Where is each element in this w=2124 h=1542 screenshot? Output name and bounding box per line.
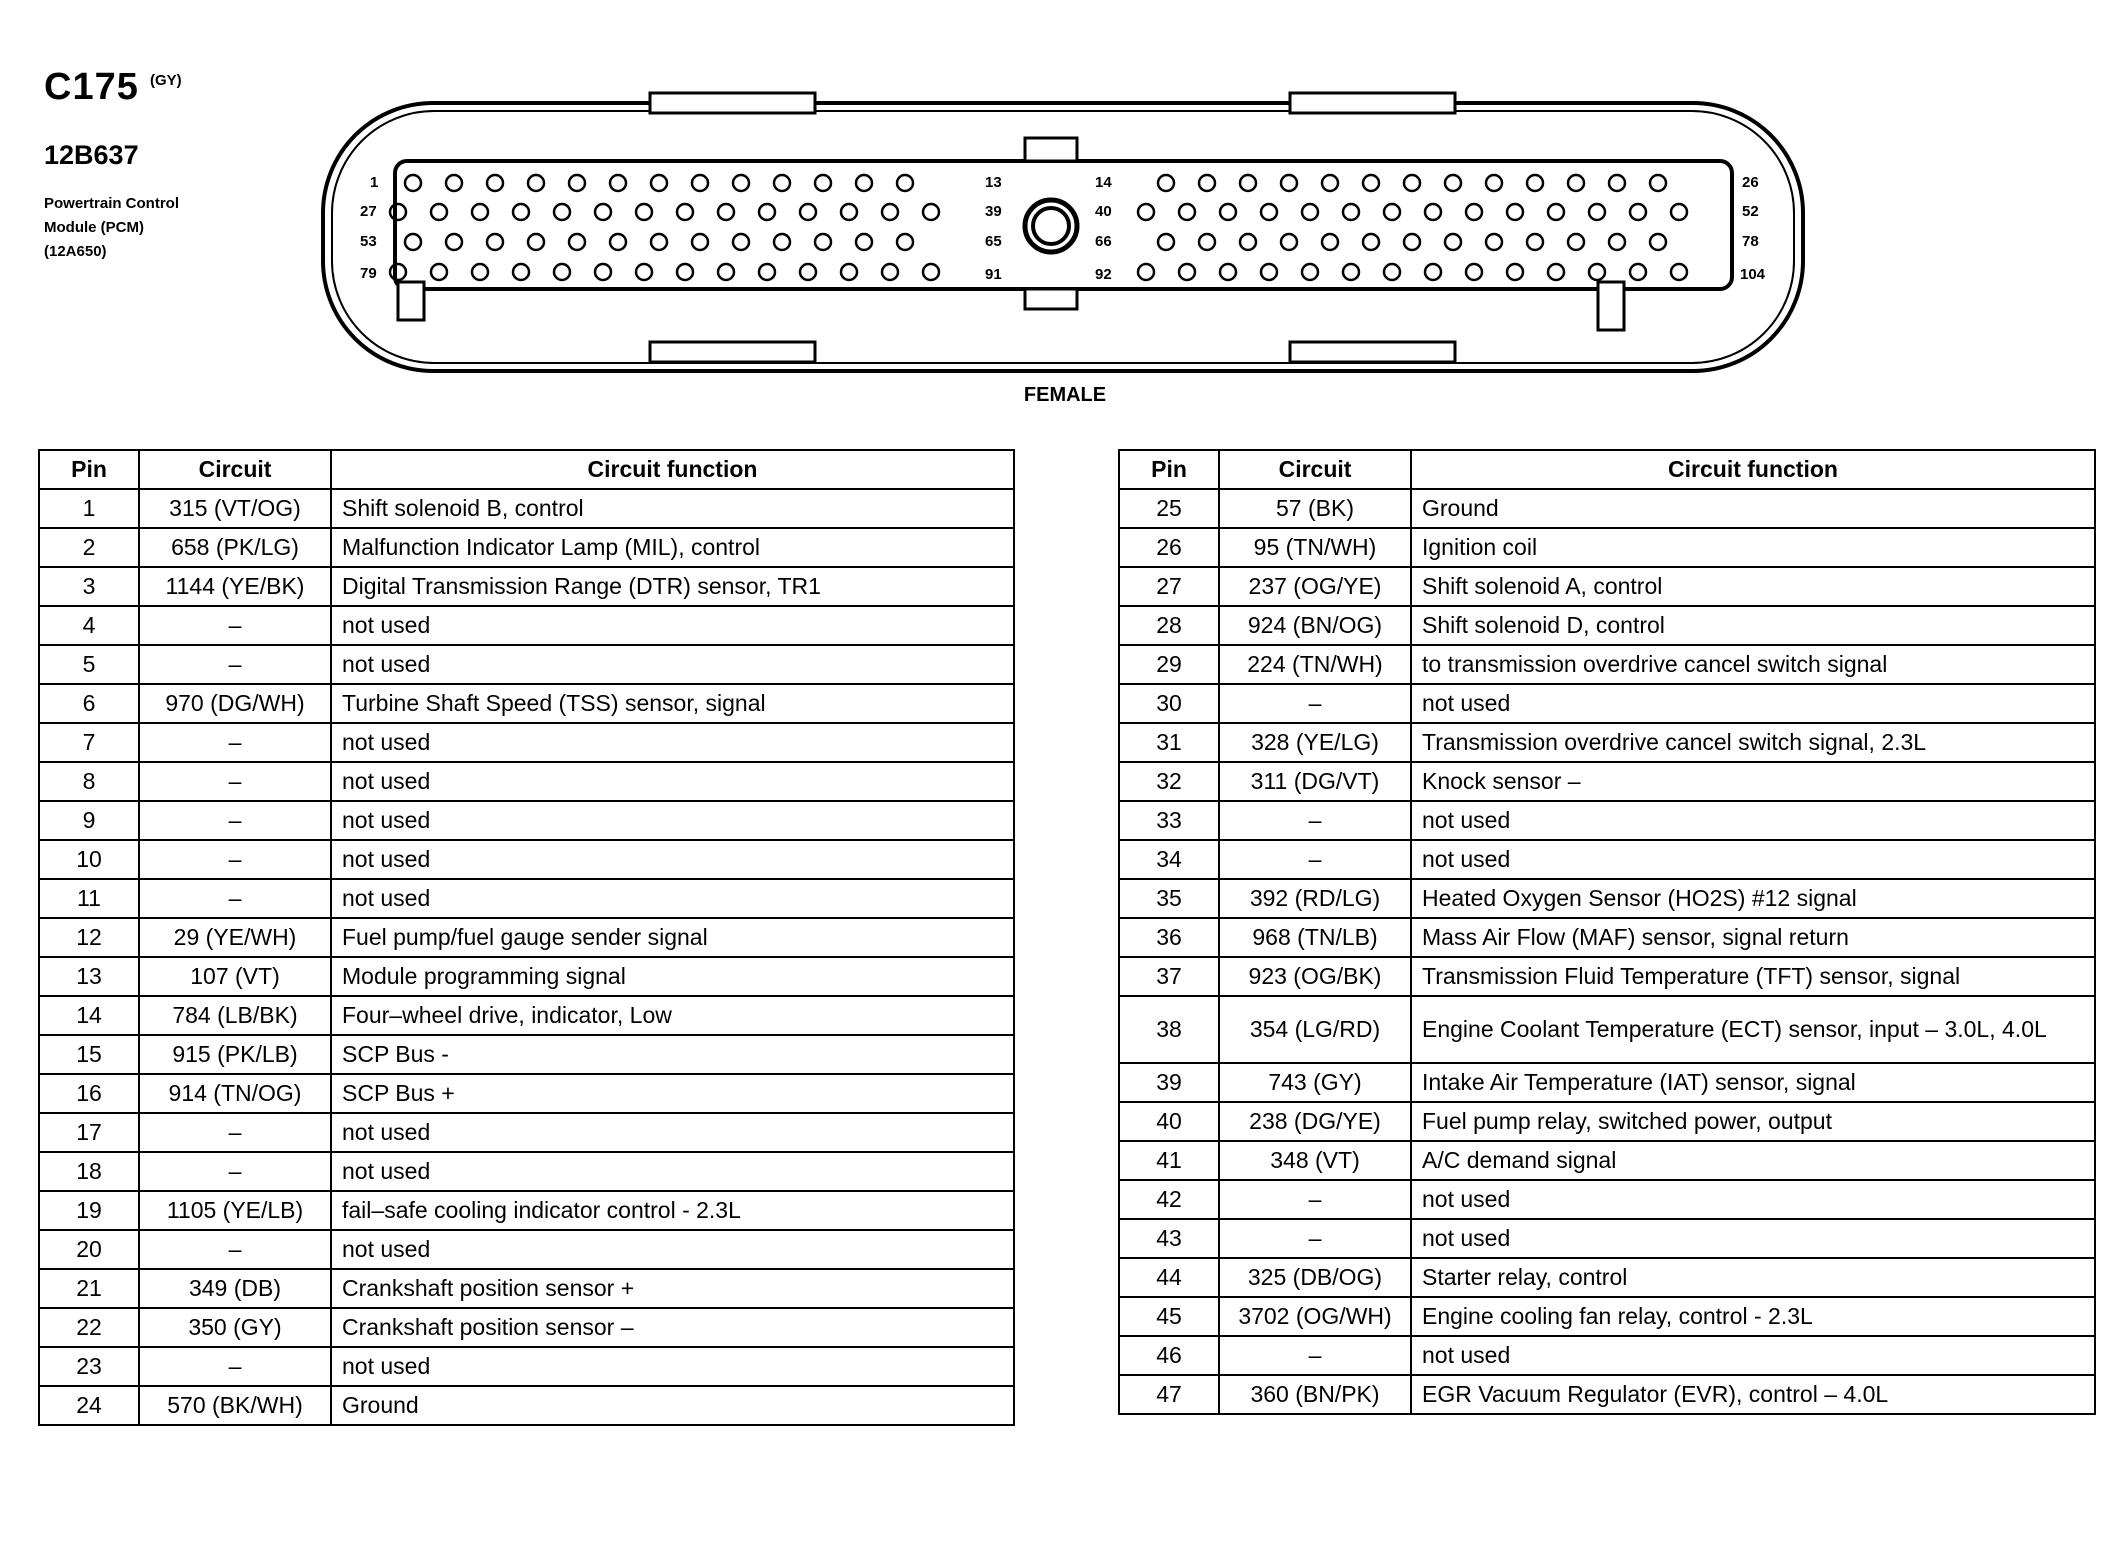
table-row	[39, 879, 1014, 918]
pin-cell: 39	[1119, 1063, 1219, 1102]
table-row	[39, 489, 1014, 528]
table-row	[39, 996, 1014, 1035]
circuit-cell: 360 (BN/PK)	[1219, 1375, 1411, 1414]
pin-cell: 43	[1119, 1219, 1219, 1258]
table-row	[39, 1230, 1014, 1269]
table-row	[39, 1191, 1014, 1230]
connector-color: (GY)	[150, 72, 182, 89]
function-cell: Four–wheel drive, indicator, Low	[331, 996, 1014, 1035]
function-cell: not used	[1411, 684, 2095, 723]
pin-cell: 40	[1119, 1102, 1219, 1141]
function-cell: A/C demand signal	[1411, 1141, 2095, 1180]
pin-cell: 31	[1119, 723, 1219, 762]
table-row	[39, 567, 1014, 606]
pin-cell: 32	[1119, 762, 1219, 801]
connector-id: C175	[44, 66, 139, 108]
circuit-cell: –	[1219, 684, 1411, 723]
circuit-cell: 3702 (OG/WH)	[1219, 1297, 1411, 1336]
table-row	[39, 801, 1014, 840]
function-cell: Intake Air Temperature (IAT) sensor, signal	[1411, 1063, 2095, 1102]
pin-label-66: 66	[1095, 233, 1112, 250]
module-description	[44, 192, 179, 264]
pin-cell: 29	[1119, 645, 1219, 684]
function-cell: EGR Vacuum Regulator (EVR), control – 4.0L	[1411, 1375, 2095, 1414]
description-line: Module (PCM)	[44, 219, 144, 236]
pin-cell: 6	[39, 684, 139, 723]
table-row	[39, 528, 1014, 567]
pin-cell: 2	[39, 528, 139, 567]
pin-cell: 47	[1119, 1375, 1219, 1414]
pin-cell: 14	[39, 996, 139, 1035]
function-cell: Malfunction Indicator Lamp (MIL), control	[331, 528, 1014, 567]
pin-cell: 36	[1119, 918, 1219, 957]
key-bottom	[1025, 289, 1077, 309]
table-row	[39, 684, 1014, 723]
function-cell: not used	[331, 1152, 1014, 1191]
pin-cell: 38	[1119, 996, 1219, 1063]
pin-table-right	[1118, 449, 2096, 1415]
function-cell: Heated Oxygen Sensor (HO2S) #12 signal	[1411, 879, 2095, 918]
table-row	[1119, 1063, 2095, 1102]
function-cell: Engine Coolant Temperature (ECT) sensor, input – 3.0L, 4.0L	[1411, 996, 2095, 1063]
table-header-row	[1119, 450, 2095, 489]
table-row	[1119, 1102, 2095, 1141]
function-cell: Shift solenoid A, control	[1411, 567, 2095, 606]
function-cell: not used	[1411, 1336, 2095, 1375]
function-cell: not used	[1411, 1219, 2095, 1258]
circuit-cell: 923 (OG/BK)	[1219, 957, 1411, 996]
header-function: Circuit function	[1411, 450, 2095, 489]
circuit-cell: 915 (PK/LB)	[139, 1035, 331, 1074]
function-cell: not used	[331, 606, 1014, 645]
pin-cell: 4	[39, 606, 139, 645]
table-row	[39, 918, 1014, 957]
table-row	[1119, 723, 2095, 762]
function-cell: not used	[331, 840, 1014, 879]
pin-table-left	[38, 449, 1015, 1426]
function-cell: Turbine Shaft Speed (TSS) sensor, signal	[331, 684, 1014, 723]
pin-cell: 5	[39, 645, 139, 684]
pin-cell: 11	[39, 879, 139, 918]
circuit-cell: –	[139, 879, 331, 918]
function-cell: fail–safe cooling indicator control - 2.3L	[331, 1191, 1014, 1230]
circuit-cell: 238 (DG/YE)	[1219, 1102, 1411, 1141]
function-cell: Starter relay, control	[1411, 1258, 2095, 1297]
function-cell: not used	[331, 1230, 1014, 1269]
pin-cell: 13	[39, 957, 139, 996]
function-cell: Knock sensor –	[1411, 762, 2095, 801]
function-cell: Digital Transmission Range (DTR) sensor, TR1	[331, 567, 1014, 606]
description-line: (12A650)	[44, 243, 107, 260]
latch-bottom-left	[650, 342, 815, 362]
pin-cell: 44	[1119, 1258, 1219, 1297]
table-row	[1119, 1375, 2095, 1414]
pin-label-78: 78	[1742, 233, 1759, 250]
tab-right	[1598, 282, 1624, 330]
function-cell: Fuel pump/fuel gauge sender signal	[331, 918, 1014, 957]
tab-left	[398, 282, 424, 320]
circuit-cell: 348 (VT)	[1219, 1141, 1411, 1180]
pin-cell: 27	[1119, 567, 1219, 606]
pin-label-65: 65	[985, 233, 1002, 250]
pin-cell: 7	[39, 723, 139, 762]
circuit-cell: 658 (PK/LG)	[139, 528, 331, 567]
pin-cell: 28	[1119, 606, 1219, 645]
table-row	[39, 762, 1014, 801]
function-cell: not used	[331, 879, 1014, 918]
table-row	[1119, 879, 2095, 918]
function-cell: Ground	[331, 1386, 1014, 1425]
header-circuit: Circuit	[1219, 450, 1411, 489]
circuit-cell: 743 (GY)	[1219, 1063, 1411, 1102]
circuit-cell: 354 (LG/RD)	[1219, 996, 1411, 1063]
circuit-cell: 924 (BN/OG)	[1219, 606, 1411, 645]
table-row	[1119, 1297, 2095, 1336]
pin-cell: 9	[39, 801, 139, 840]
function-cell: not used	[331, 1347, 1014, 1386]
pin-cell: 22	[39, 1308, 139, 1347]
pin-label-52: 52	[1742, 203, 1759, 220]
function-cell: not used	[1411, 801, 2095, 840]
circuit-cell: 315 (VT/OG)	[139, 489, 331, 528]
circuit-cell: 784 (LB/BK)	[139, 996, 331, 1035]
pin-cell: 35	[1119, 879, 1219, 918]
pin-label-53: 53	[360, 233, 377, 250]
pin-cell: 18	[39, 1152, 139, 1191]
function-cell: Mass Air Flow (MAF) sensor, signal return	[1411, 918, 2095, 957]
circuit-cell: –	[139, 762, 331, 801]
table-row	[39, 1269, 1014, 1308]
pin-label-104: 104	[1740, 266, 1766, 283]
circuit-cell: 970 (DG/WH)	[139, 684, 331, 723]
table-row	[1119, 684, 2095, 723]
table-row	[39, 645, 1014, 684]
description-line: Powertrain Control	[44, 195, 180, 212]
function-cell: not used	[1411, 840, 2095, 879]
circuit-cell: –	[139, 840, 331, 879]
circuit-cell: 914 (TN/OG)	[139, 1074, 331, 1113]
function-cell: SCP Bus -	[331, 1035, 1014, 1074]
function-cell: not used	[1411, 1180, 2095, 1219]
table-row	[1119, 957, 2095, 996]
circuit-cell: –	[1219, 840, 1411, 879]
table-row	[1119, 918, 2095, 957]
circuit-cell: 349 (DB)	[139, 1269, 331, 1308]
table-row	[39, 1113, 1014, 1152]
table-row	[1119, 606, 2095, 645]
table-row	[1119, 1141, 2095, 1180]
table-row	[1119, 567, 2095, 606]
pin-cell: 8	[39, 762, 139, 801]
circuit-cell: 95 (TN/WH)	[1219, 528, 1411, 567]
key-top	[1025, 138, 1077, 161]
function-cell: Transmission overdrive cancel switch signal, 2.3L	[1411, 723, 2095, 762]
header-circuit: Circuit	[139, 450, 331, 489]
table-row	[1119, 801, 2095, 840]
function-cell: Engine cooling fan relay, control - 2.3L	[1411, 1297, 2095, 1336]
circuit-cell: 350 (GY)	[139, 1308, 331, 1347]
pin-label-39: 39	[985, 203, 1002, 220]
table-header-row	[39, 450, 1014, 489]
table-row	[39, 1308, 1014, 1347]
pin-cell: 26	[1119, 528, 1219, 567]
circuit-cell: 237 (OG/YE)	[1219, 567, 1411, 606]
part-number: 12B637	[44, 140, 139, 170]
pin-label-14: 14	[1095, 174, 1112, 191]
circuit-cell: 311 (DG/VT)	[1219, 762, 1411, 801]
circuit-cell: –	[139, 801, 331, 840]
pin-cell: 20	[39, 1230, 139, 1269]
circuit-cell: 392 (RD/LG)	[1219, 879, 1411, 918]
circuit-cell: –	[139, 1347, 331, 1386]
pin-cell: 19	[39, 1191, 139, 1230]
function-cell: to transmission overdrive cancel switch signal	[1411, 645, 2095, 684]
circuit-cell: –	[1219, 1336, 1411, 1375]
pin-cell: 37	[1119, 957, 1219, 996]
circuit-cell: 29 (YE/WH)	[139, 918, 331, 957]
pin-cell: 30	[1119, 684, 1219, 723]
circuit-cell: 968 (TN/LB)	[1219, 918, 1411, 957]
circuit-cell: 1144 (YE/BK)	[139, 567, 331, 606]
pin-cell: 21	[39, 1269, 139, 1308]
circuit-cell: –	[1219, 1219, 1411, 1258]
circuit-cell: –	[1219, 1180, 1411, 1219]
pin-cell: 1	[39, 489, 139, 528]
header-pin: Pin	[39, 450, 139, 489]
function-cell: not used	[331, 645, 1014, 684]
view-label: FEMALE	[1023, 384, 1107, 406]
header-pin: Pin	[1119, 450, 1219, 489]
function-cell: Shift solenoid D, control	[1411, 606, 2095, 645]
table-row	[39, 840, 1014, 879]
table-row	[39, 1074, 1014, 1113]
table-row	[39, 1035, 1014, 1074]
table-row	[39, 723, 1014, 762]
pin-cell: 16	[39, 1074, 139, 1113]
function-cell: not used	[331, 723, 1014, 762]
table-row	[1119, 1180, 2095, 1219]
pin-cell: 45	[1119, 1297, 1219, 1336]
pin-label-26: 26	[1742, 174, 1759, 191]
pin-cell: 33	[1119, 801, 1219, 840]
latch-bottom-right	[1290, 342, 1455, 362]
table-row	[39, 1347, 1014, 1386]
circuit-cell: 224 (TN/WH)	[1219, 645, 1411, 684]
circuit-cell: 107 (VT)	[139, 957, 331, 996]
pin-cell: 42	[1119, 1180, 1219, 1219]
pin-label-91: 91	[985, 266, 1002, 283]
table-row	[1119, 1219, 2095, 1258]
circuit-cell: –	[139, 645, 331, 684]
connector-diagram	[320, 86, 1810, 376]
circuit-cell: 57 (BK)	[1219, 489, 1411, 528]
pin-cell: 23	[39, 1347, 139, 1386]
function-cell: Shift solenoid B, control	[331, 489, 1014, 528]
circuit-cell: 325 (DB/OG)	[1219, 1258, 1411, 1297]
latch-top-right	[1290, 93, 1455, 113]
table-row	[1119, 1258, 2095, 1297]
pin-cell: 12	[39, 918, 139, 957]
pin-cell: 46	[1119, 1336, 1219, 1375]
circuit-cell: –	[139, 723, 331, 762]
pin-label-40: 40	[1095, 203, 1112, 220]
circuit-cell: –	[1219, 801, 1411, 840]
circuit-cell: 1105 (YE/LB)	[139, 1191, 331, 1230]
header-function: Circuit function	[331, 450, 1014, 489]
pin-cell: 10	[39, 840, 139, 879]
pin-label-92: 92	[1095, 266, 1112, 283]
circuit-cell: –	[139, 1230, 331, 1269]
table-row	[39, 1386, 1014, 1425]
pin-cell: 41	[1119, 1141, 1219, 1180]
table-row	[1119, 528, 2095, 567]
circuit-cell: 328 (YE/LG)	[1219, 723, 1411, 762]
table-row	[39, 957, 1014, 996]
pin-cell: 3	[39, 567, 139, 606]
pin-cell: 15	[39, 1035, 139, 1074]
pin-label-79: 79	[360, 265, 377, 282]
function-cell: not used	[331, 1113, 1014, 1152]
pin-label-27: 27	[360, 203, 377, 220]
pin-cell: 25	[1119, 489, 1219, 528]
pin-cell: 17	[39, 1113, 139, 1152]
circuit-cell: 570 (BK/WH)	[139, 1386, 331, 1425]
function-cell: Ignition coil	[1411, 528, 2095, 567]
table-row	[39, 606, 1014, 645]
table-row	[1119, 762, 2095, 801]
pin-cell: 24	[39, 1386, 139, 1425]
table-row	[1119, 489, 2095, 528]
circuit-cell: –	[139, 1152, 331, 1191]
function-cell: not used	[331, 762, 1014, 801]
table-row	[1119, 645, 2095, 684]
table-row	[1119, 1336, 2095, 1375]
function-cell: SCP Bus +	[331, 1074, 1014, 1113]
circuit-cell: –	[139, 606, 331, 645]
function-cell: Crankshaft position sensor –	[331, 1308, 1014, 1347]
table-row	[1119, 996, 2095, 1063]
function-cell: Ground	[1411, 489, 2095, 528]
table-row	[39, 1152, 1014, 1191]
function-cell: Transmission Fluid Temperature (TFT) sensor, signal	[1411, 957, 2095, 996]
pin-label-13: 13	[985, 174, 1002, 191]
function-cell: Crankshaft position sensor +	[331, 1269, 1014, 1308]
latch-top-left	[650, 93, 815, 113]
function-cell: Module programming signal	[331, 957, 1014, 996]
table-row	[1119, 840, 2095, 879]
function-cell: Fuel pump relay, switched power, output	[1411, 1102, 2095, 1141]
pin-label-1: 1	[370, 174, 379, 191]
function-cell: not used	[331, 801, 1014, 840]
pin-cell: 34	[1119, 840, 1219, 879]
circuit-cell: –	[139, 1113, 331, 1152]
